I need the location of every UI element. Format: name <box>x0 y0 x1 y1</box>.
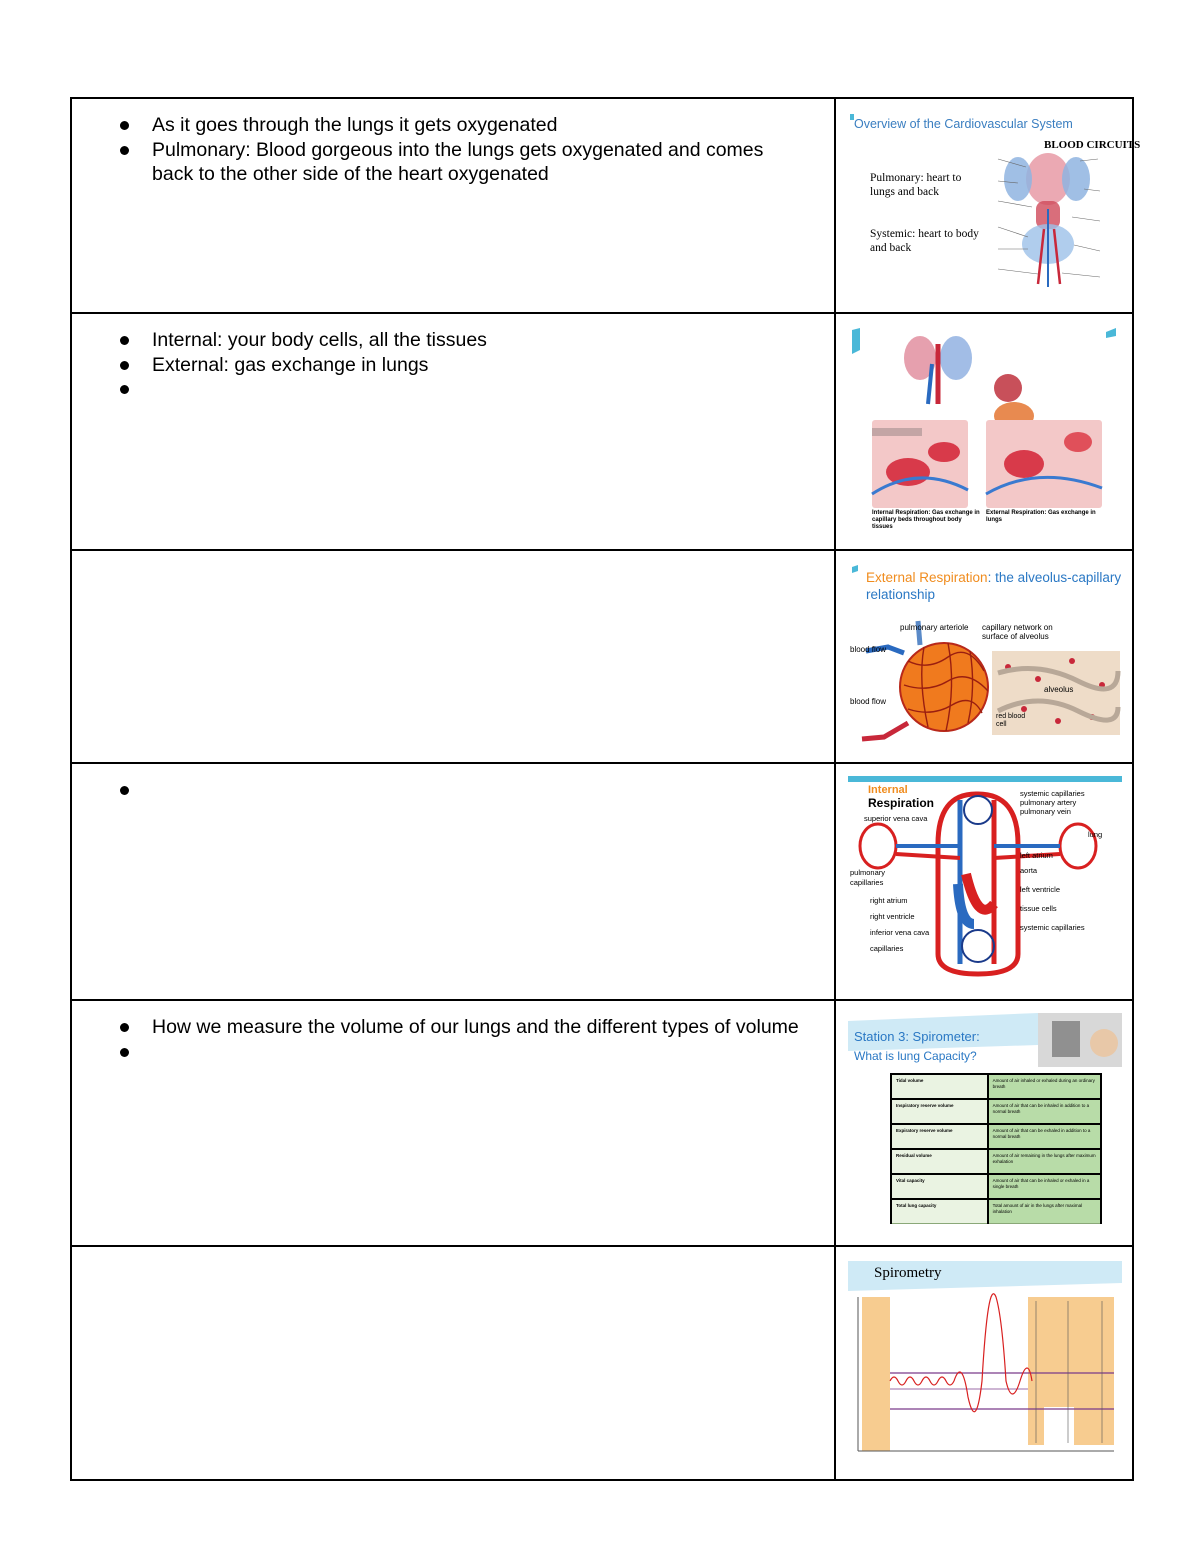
list-item: External: gas exchange in lungs <box>152 353 834 378</box>
volume-description-cell: Amount of air that can be inhaled or exhaled in a single breath <box>988 1174 1101 1199</box>
volume-description-cell: Amount of air inhaled or exhaled during an ordinary breath <box>988 1074 1101 1099</box>
slide-subtitle: BLOOD CIRCUITS <box>1044 139 1141 151</box>
slide-thumbnail-internal-respiration <box>848 774 1122 986</box>
slide-label: pulmonary capillaries <box>850 868 886 887</box>
table-row <box>71 1000 1133 1246</box>
circulation-illustration <box>848 109 1122 299</box>
slide-label: right ventricle <box>870 912 915 921</box>
slide-label: systemic capillaries <box>1020 789 1085 798</box>
slide-text: Pulmonary: heart to lungs and back <box>870 172 962 198</box>
slide-label: superior vena cava <box>864 814 928 823</box>
list-item <box>152 377 834 402</box>
slide-text: Systemic: heart to body and back <box>870 228 979 254</box>
volume-name-cell: Expiratory reserve volume <box>891 1124 988 1149</box>
volume-name-cell: Vital capacity <box>891 1174 988 1199</box>
slide-label: capillaries <box>870 944 904 953</box>
volume-name-cell: Total lung capacity <box>891 1199 988 1224</box>
slide-label: blood flow <box>850 645 887 654</box>
notes-cell <box>71 313 835 550</box>
slide-label: right atrium <box>870 896 908 905</box>
slide-thumbnail-cardiovascular <box>848 109 1141 299</box>
notes-cell <box>71 550 835 763</box>
notes-cell <box>71 1246 835 1480</box>
slide-label: pulmonary arteriole <box>900 623 969 632</box>
volume-name-cell: Inspiratory reserve volume <box>891 1099 988 1124</box>
bullet-list <box>72 328 834 402</box>
slide-title-highlight: Internal <box>868 784 908 796</box>
volume-description-cell: Amount of air that can be exhaled in addition to a normal breath <box>988 1124 1101 1149</box>
slide-label: pulmonary artery <box>1020 798 1077 807</box>
respiration-illustration <box>848 324 1122 536</box>
slide-title-rest: : the alveolus-capillary relationship <box>866 570 1122 602</box>
slide-thumbnail-respiration <box>848 324 1122 536</box>
alveolus-illustration <box>848 561 1122 751</box>
volume-description-cell: Amount of air remaining in the lungs after maximum exhalation <box>988 1149 1101 1174</box>
slide-title-highlight: External Respiration <box>866 570 988 585</box>
slide-label: pulmonary vein <box>1020 807 1071 816</box>
notes-cell <box>71 1000 835 1246</box>
notes-cell <box>71 763 835 1000</box>
slide-label: alveolus <box>1044 685 1074 694</box>
slide-cell <box>835 1246 1133 1480</box>
table-row <box>891 1199 1101 1224</box>
slide-cell <box>835 98 1141 313</box>
slide-cell <box>835 763 1133 1000</box>
slide-label: Internal Respiration: Gas exchange in capillary beds throughout body tissues <box>872 510 980 530</box>
slide-cell <box>835 313 1133 550</box>
slide-cell <box>835 550 1133 763</box>
slide-label: External Respiration: Gas exchange in lungs <box>986 510 1096 523</box>
slide-title-rest: Respiration <box>868 796 935 810</box>
list-item <box>152 778 834 803</box>
table-row <box>891 1149 1101 1174</box>
slide-label: systemic capillaries <box>1020 923 1085 932</box>
list-item <box>152 1040 834 1065</box>
volume-name-cell: Residual volume <box>891 1149 988 1174</box>
slide-thumbnail-spirometer <box>848 1011 1122 1233</box>
bullet-list <box>72 113 834 187</box>
slide-subtitle: What is lung Capacity? <box>854 1049 977 1063</box>
table-row <box>71 98 1133 313</box>
bullet-list <box>72 778 834 803</box>
slide-thumbnail-external-respiration <box>848 561 1122 751</box>
list-item: Internal: your body cells, all the tissues <box>152 328 834 353</box>
notes-cell <box>71 98 835 313</box>
slide-thumbnail-spirometry <box>848 1257 1122 1467</box>
slide-label: red blood cell <box>996 713 1026 728</box>
list-item: How we measure the volume of our lungs and the different types of volume <box>152 1015 834 1040</box>
spirometry-illustration <box>848 1257 1122 1467</box>
slide-label: left ventricle <box>1020 885 1061 894</box>
volume-name-cell: Tidal volume <box>891 1074 988 1099</box>
table-row <box>71 550 1133 763</box>
slide-label: tissue cells <box>1020 904 1057 913</box>
table-row <box>71 1246 1133 1480</box>
lung-capacity-table <box>890 1073 1102 1224</box>
slide-title: Station 3: Spirometer: <box>854 1029 980 1044</box>
slide-label: capillary network on surface of alveolus <box>982 623 1053 641</box>
table-row <box>891 1174 1101 1199</box>
volume-description-cell: Amount of air that can be inhaled in addition to a normal breath <box>988 1099 1101 1124</box>
table-row <box>71 763 1133 1000</box>
table-row <box>71 313 1133 550</box>
table-row <box>891 1074 1101 1099</box>
slide-title: Overview of the Cardiovascular System <box>854 117 1073 131</box>
slide-label: inferior vena cava <box>870 928 930 937</box>
table-row <box>891 1099 1101 1124</box>
labels-left <box>850 814 936 954</box>
slide-label: lung <box>1088 830 1103 839</box>
slide-title: Spirometry <box>874 1265 942 1281</box>
slide-label: blood flow <box>850 697 887 706</box>
notes-table <box>70 97 1141 1481</box>
list-item: Pulmonary: Blood gorgeous into the lungs gets oxygenated and comes back to the other side of the heart oxygenated <box>152 138 834 187</box>
bullet-list <box>72 1015 834 1064</box>
slide-cell <box>835 1000 1133 1246</box>
slide-label: aorta <box>1020 866 1038 875</box>
slide-label: left atrium <box>1020 851 1053 860</box>
labels-right <box>1020 784 1120 937</box>
volume-description-cell: Total amount of air in the lungs after maximal inhalation <box>988 1199 1101 1224</box>
table-row <box>891 1124 1101 1149</box>
list-item: As it goes through the lungs it gets oxygenated <box>152 113 834 138</box>
